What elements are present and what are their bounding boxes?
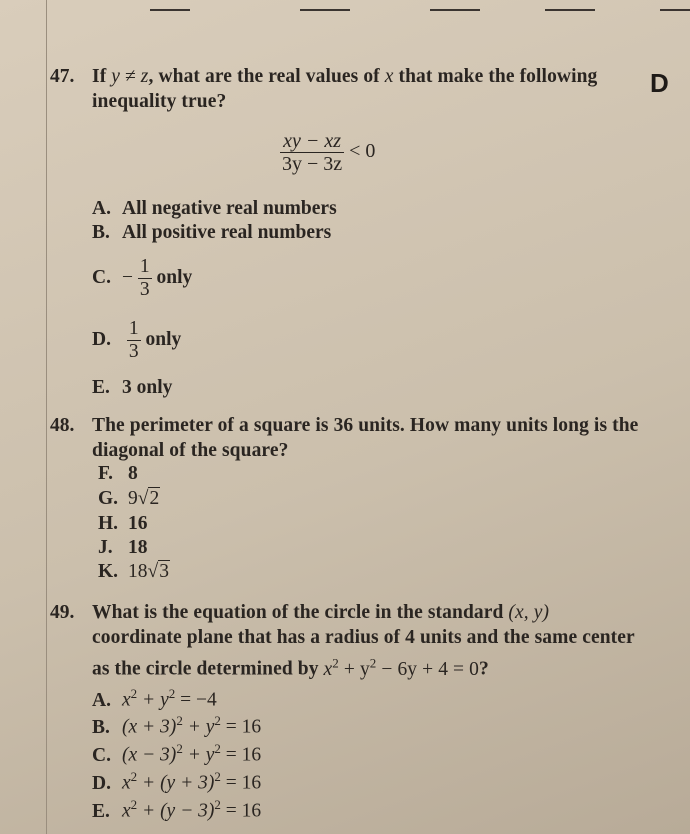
question-text: What is the equation of the circle in the standard (x, y) coordinate plane that has a radius of 4 units and the same center as the circle determined by $x^2 + y^2 - 6y + 4 = 0$? bbox=[92, 602, 635, 680]
question-number: 48. bbox=[50, 415, 75, 436]
inequality-fraction bbox=[280, 130, 344, 175]
page-margin-line bbox=[46, 0, 47, 834]
question-text: The perimeter of a square is 36 units. How many units long is the diagonal of the square? bbox=[92, 415, 639, 461]
choice-48-j[interactable]: J. 18 bbox=[98, 537, 148, 558]
choice-47-a[interactable]: A. All negative real numbers bbox=[92, 198, 337, 219]
inequality-expression bbox=[280, 130, 375, 175]
choice-49-d[interactable]: D. $x^2 + (y + 3)^2 = 16$ bbox=[92, 769, 262, 794]
choice-47-c[interactable]: C. − $\frac{1}{3}$ only bbox=[92, 256, 193, 300]
question-49 bbox=[50, 600, 640, 682]
question-number: 49. bbox=[50, 602, 75, 623]
choice-47-d[interactable]: D. $\frac{1}{3}$ only bbox=[92, 318, 182, 362]
choice-48-g[interactable]: G. 9√2 bbox=[98, 488, 160, 509]
question-number: 47. bbox=[50, 66, 75, 87]
fraction-numerator: xy − xz bbox=[280, 130, 344, 153]
inequality-rhs: < 0 bbox=[349, 140, 376, 163]
top-mark bbox=[545, 2, 595, 11]
previous-page-marks bbox=[0, 0, 690, 14]
top-mark bbox=[430, 2, 480, 11]
choice-48-f[interactable]: F. 8 bbox=[98, 463, 138, 484]
choice-47-e[interactable]: E. 3 only bbox=[92, 377, 173, 398]
fraction-denominator: 3y − 3z bbox=[282, 153, 343, 175]
choice-48-k[interactable]: K. 18√3 bbox=[98, 561, 169, 582]
handwritten-answer-mark: D bbox=[650, 68, 669, 98]
choice-49-a[interactable]: A. $x^2 + y^2 = -4$ bbox=[92, 686, 217, 711]
top-mark bbox=[150, 2, 190, 11]
choice-49-b[interactable]: B. $(x + 3)^2 + y^2 = 16$ bbox=[92, 713, 262, 738]
choice-49-e[interactable]: E. $x^2 + (y - 3)^2 = 16$ bbox=[92, 797, 262, 822]
question-47 bbox=[50, 64, 640, 114]
choice-47-b[interactable]: B. All positive real numbers bbox=[92, 222, 332, 243]
choice-49-c[interactable]: C. $(x - 3)^2 + y^2 = 16$ bbox=[92, 741, 262, 766]
top-mark bbox=[300, 2, 350, 11]
choice-48-h[interactable]: H. 16 bbox=[98, 513, 148, 534]
question-48 bbox=[50, 413, 640, 463]
top-mark bbox=[660, 2, 690, 11]
question-text: If y ≠ z, what are the real values of x that make the following inequality true? bbox=[92, 66, 598, 112]
